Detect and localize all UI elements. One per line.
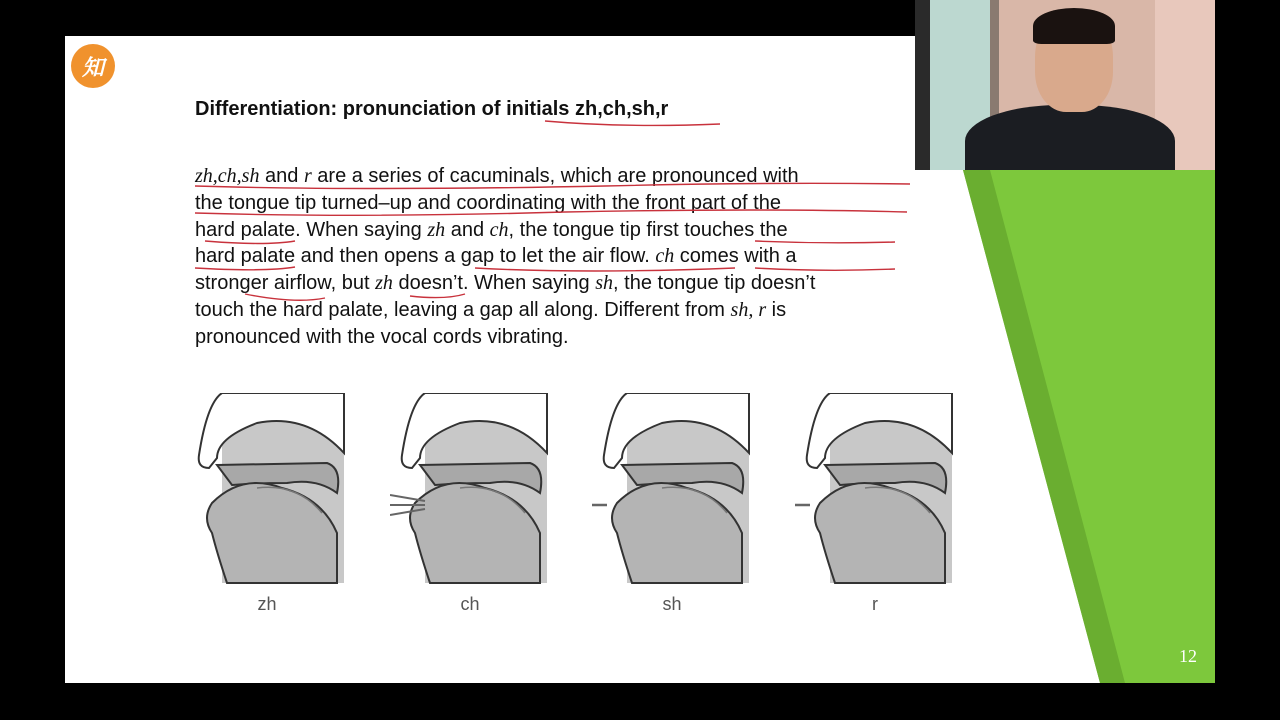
mouth-diagram-sh [592, 393, 752, 593]
presenter-webcam [915, 0, 1215, 170]
text-segment: and [259, 165, 304, 187]
text-segment: doesn’t. When saying [392, 272, 596, 295]
logo: 知 [71, 44, 115, 88]
paragraph-line [195, 190, 955, 217]
pinyin-term: zh [427, 218, 446, 241]
slide-title: Differentiation: pronunciation of initials zh,ch,sh,r [195, 98, 669, 120]
pinyin-term: sh, r [730, 298, 767, 321]
text-segment: the tongue tip turned–up and coordinating with the front part of the [195, 191, 781, 214]
mouth-diagram-r [795, 393, 955, 593]
paragraph-line [195, 217, 955, 244]
diagram-label: sh [662, 594, 682, 614]
pinyin-term: zh [375, 272, 393, 295]
paragraph-line [195, 243, 955, 270]
presenter-hair [1033, 8, 1115, 44]
text-segment: , the tongue tip doesn’t [613, 272, 816, 295]
diagram-label: ch [460, 594, 480, 614]
text-segment: is [766, 298, 787, 321]
presenter-body [965, 105, 1175, 170]
mouth-diagram-zh [187, 393, 347, 593]
diagram-label: r [872, 594, 878, 614]
pinyin-term: ch [655, 245, 675, 268]
text-segment: touch the hard palate, leaving a gap all along. Different from [195, 298, 731, 321]
text-segment: hard palate. When saying [195, 218, 428, 241]
pinyin-term: ch [489, 218, 509, 241]
text-segment: stronger airflow, but [195, 272, 376, 295]
text-segment: are a series of cacuminals, which are pronounced with [311, 165, 799, 187]
pinyin-term: r [303, 165, 312, 187]
mouth-diagram-ch [390, 393, 550, 593]
paragraph-line [195, 324, 955, 351]
text-segment: comes with a [674, 245, 797, 268]
paragraph-line [195, 163, 955, 190]
pinyin-term: zh,ch,sh [195, 165, 260, 187]
text-segment: and [445, 218, 490, 241]
body-paragraph [195, 163, 955, 351]
pinyin-term: sh [595, 272, 614, 295]
text-segment: , the tongue tip first touches the [508, 218, 788, 241]
paragraph-line [195, 270, 955, 297]
paragraph-line [195, 297, 955, 324]
diagram-label: zh [257, 594, 277, 614]
text-segment: pronounced with the vocal cords vibrating. [195, 325, 569, 348]
text-segment: hard palate and then opens a gap to let the air flow. [195, 245, 656, 268]
page-number: 12 [1179, 646, 1197, 666]
